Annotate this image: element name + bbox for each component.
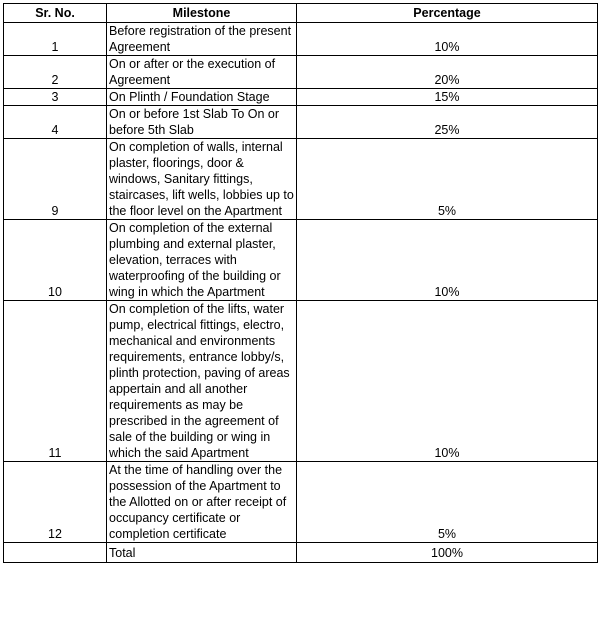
payment-milestone-table [3,3,598,563]
header-row [4,4,598,23]
milestone-cell: On completion of walls, internal plaster, floorings, door & windows, Sanitary fittings, staircases, lift wells, lobbies up to the floor level on the Apartment [107,139,297,220]
sr-no-cell: 9 [4,139,107,220]
milestone-cell: Before registration of the present Agreement [107,23,297,56]
milestone-cell: On or after or the execution of Agreement [107,56,297,89]
sr-no-cell: 2 [4,56,107,89]
header-percentage: Percentage [297,4,598,23]
table-row [4,301,598,462]
percentage-cell: 10% [297,23,598,56]
table-row [4,106,598,139]
table-row [4,139,598,220]
sr-no-cell: 1 [4,23,107,56]
percentage-cell: 10% [297,220,598,301]
table-row [4,462,598,543]
sr-no-cell: 12 [4,462,107,543]
table-row [4,220,598,301]
percentage-cell: 10% [297,301,598,462]
percentage-cell: 5% [297,462,598,543]
milestone-cell: At the time of handling over the possession of the Apartment to the Allotted on or after receipt of occupancy certificate or completion certificate [107,462,297,543]
sr-no-cell: 10 [4,220,107,301]
total-sr-cell [4,543,107,563]
milestone-cell: On completion of the external plumbing and external plaster, elevation, terraces with waterproofing of the building or wing in which the Apartment [107,220,297,301]
header-milestone: Milestone [107,4,297,23]
total-row [4,543,598,563]
milestone-cell: On Plinth / Foundation Stage [107,89,297,106]
sr-no-cell: 4 [4,106,107,139]
sr-no-cell: 3 [4,89,107,106]
table-row [4,56,598,89]
percentage-cell: 5% [297,139,598,220]
percentage-cell: 25% [297,106,598,139]
milestone-cell: On completion of the lifts, water pump, electrical fittings, electro, mechanical and environments requirements, entrance lobby/s, plinth protection, paving of areas appertain and all another requirements as may be prescribed in the agreement of sale of the building or wing in which the said Apartment [107,301,297,462]
total-label: Total [107,543,297,563]
total-percentage: 100% [297,543,598,563]
percentage-cell: 15% [297,89,598,106]
table-row [4,23,598,56]
sr-no-cell: 11 [4,301,107,462]
percentage-cell: 20% [297,56,598,89]
milestone-cell: On or before 1st Slab To On or before 5th Slab [107,106,297,139]
header-sr-no: Sr. No. [4,4,107,23]
table-row [4,89,598,106]
